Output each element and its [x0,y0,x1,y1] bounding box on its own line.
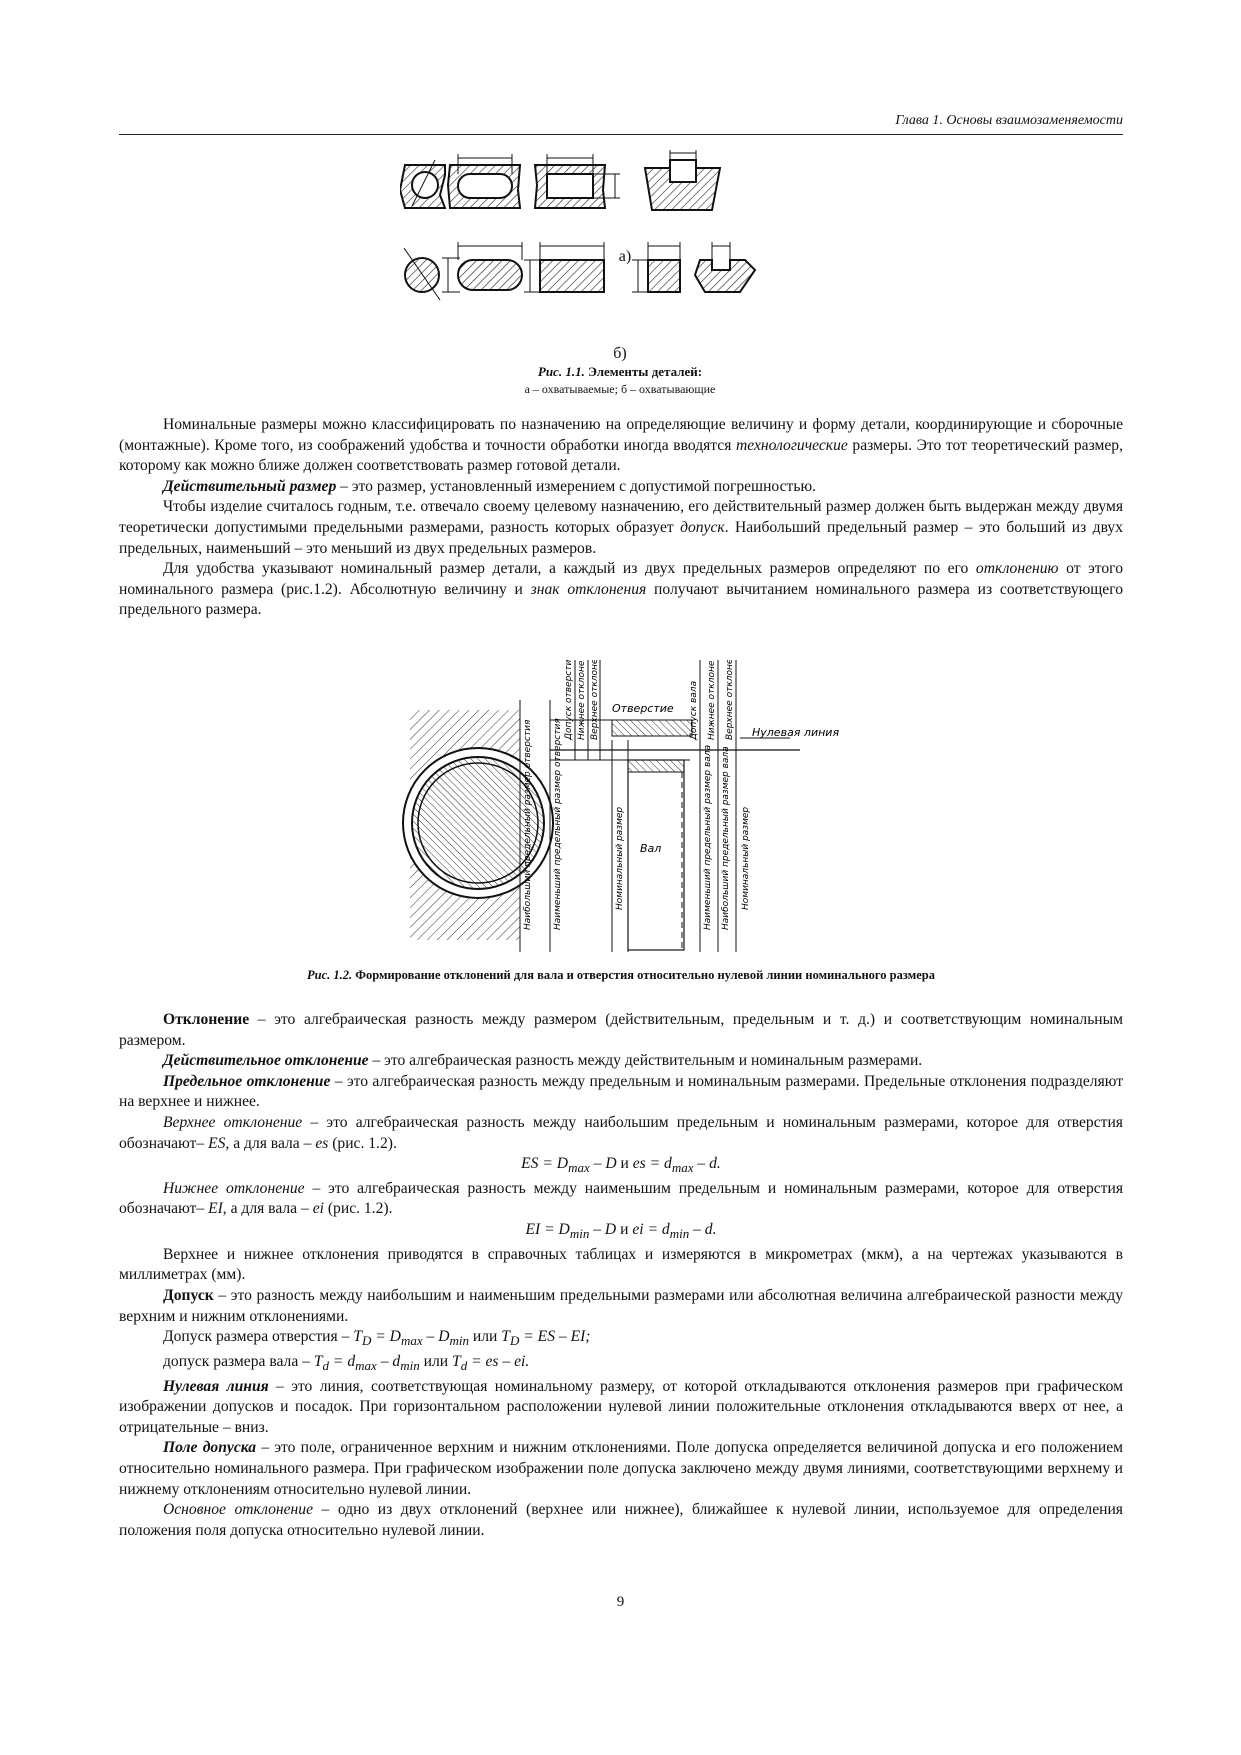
text-run: = D [371,1328,401,1346]
figure-1-1-sub-b: б) [613,345,627,362]
text-run: Допуск [163,1286,214,1304]
paragraph [119,1113,1123,1154]
text-run: Верхнее отклонение [163,1113,303,1131]
text-run: Верхнее и нижнее отклонения приводятся в справочных таблицах и измеряются в микрометрах (мкм), а на чертежах указываются в миллиметрах (мм). [119,1245,1123,1284]
text-run: Для удобства указывают номинальный размер детали, а каждый из двух предельных размеров определяют по его [163,560,976,578]
text-run: знак отклонения [530,580,647,598]
fig2-label-hole-upper-dev: Верхнее отклонение отверстия [590,660,600,740]
paragraph [119,1327,1123,1352]
fig2-label-shaft-upper-dev: Верхнее отклонение вала [725,660,735,740]
paragraph [119,1072,1123,1113]
fig2-label-hole: Отверстие [612,702,674,715]
fig2-label-hole-min: Наименьший предельный размер отверстия [553,718,563,930]
text-run: технологические [736,436,848,454]
figure-1-1 [400,150,840,400]
text-run: и [616,1221,633,1239]
running-title: Глава 1. Основы взаимозаменяемости [895,113,1123,128]
part-b3 [540,260,604,292]
text-run: EI [208,1200,223,1218]
running-header [119,110,1123,135]
text-run: – это поле, ограниченное верхним и нижним отклонениями. Поле допуска определяется величиной допуска и его положением относительно номинального размера. При графическом изображении поле допуска заключено между двумя линиями, соответствующими верхнему и нижнему отклонениям относительно нулевой линии. [119,1439,1123,1498]
text-run: Предельное отклонение [163,1072,331,1090]
paragraph [119,559,1123,621]
text-run: max [400,1333,423,1349]
text-run: Чтобы изделие считалось годным, т.е. отвечало своему целевому назначению, его действительный размер должен быть выдержан между двумя теоретически допустимыми предельными размерами, разность которых образует [119,498,1123,536]
text-run: – это линия, соответствующая номинальному размеру, от которой откладываются отклонения размеров при графическом изображении допусков и посадок. При горизонтальном расположении нулевой линии положительные отклонения откладываются вверх от нее, а отрицательные – вниз. [119,1377,1123,1436]
text-run: Нулевая линия [163,1377,269,1395]
figure-1-1-caption [400,364,840,380]
text-run: max [568,1160,590,1176]
text-run: T [313,1352,323,1370]
text-run: получают вычитанием номинального размера из соответствующего предельного размера. [119,580,1123,619]
fig2-label-nominal-left: Номинальный размер [615,806,625,910]
text-run: ES = D [521,1155,569,1173]
text-run: Действительное отклонение [163,1052,369,1070]
text-run: , а для вала – [222,1200,313,1218]
figure-1-2 [400,660,840,960]
fig2-label-hole-max: Наибольший предельный размер отверстия [523,719,533,930]
paragraph [119,477,1123,498]
text-run: = d [329,1352,356,1370]
text-run: или [468,1328,502,1346]
text-run: – d. [693,1155,721,1173]
text-run: min [569,1226,590,1242]
text-run: ES [208,1134,226,1152]
figure-1-1-caption-label: Рис. 1.1. [537,364,585,379]
fig2-label-zero-line: Нулевая линия [752,726,840,739]
text-run: Поле допуска [163,1439,257,1457]
paragraph [119,1154,1123,1179]
text-run: допуск [680,518,725,536]
fig2-label-nominal-right: Номинальный размер [741,806,751,910]
text-run: Номинальные размеры можно классифицировать по назначению на определяющие величину и форму детали, координирующие и сборочные (монтажные). Кроме того, из соображений удобства и точности обработки иногда вводятся [119,416,1123,454]
fig2-label-shaft-lower-dev: Нижнее отклонение вала [707,660,717,740]
text-run: Допуск размера отверстия – [163,1328,354,1346]
page-number: 9 [616,1594,625,1610]
text-run: Отклонение [163,1011,250,1028]
text-run: и [616,1155,633,1173]
paragraph [119,1245,1123,1286]
text-run: ei = d [632,1221,670,1239]
figure-1-1-sub-a: а) [618,248,632,265]
text-run: D [361,1333,372,1349]
paragraph [119,1377,1123,1439]
paragraph [119,1051,1123,1072]
text-run: . Наибольший предельный размер – это больший из двух предельных, наименьший – это меньший из двух предельных размеров. [119,518,1123,557]
text-run: – одно из двух отклонений (верхнее или нижнее), ближайшее к нулевой линии, используемое для определения положения поля допуска относительно нулевой линии. [119,1501,1123,1539]
part-b2 [458,260,522,290]
fig2-label-hole-lower-dev: Нижнее отклонение отверстия [577,660,587,740]
text-run: Основное отклонение [163,1501,314,1519]
text-run: d [322,1357,330,1373]
fig2-label-shaft-tolerance: Допуск вала [689,680,699,740]
text-run: – D [589,1221,617,1239]
text-run: min [449,1333,469,1349]
figure-1-2-caption [119,968,1123,983]
text-run: T [452,1352,461,1370]
text-run: min [669,1226,690,1242]
text-run: – D [589,1155,617,1173]
body-text-top [119,415,1123,621]
paragraph [119,1352,1123,1377]
text-run: размеры. Это тот теоретический размер, которому как можно ближе должен соответствовать размер готовой детали. [119,436,1124,475]
figure-1-1-caption-sub: а – охватываемые; б – охватывающие [524,382,716,396]
text-run: или [419,1352,452,1370]
text-run: max [671,1160,694,1176]
figure-1-2-drawing [400,660,840,960]
text-run: от этого номинального размера (рис.1.2). Абсолютную величину и [119,560,1123,598]
text-run: Нижнее отклонение [163,1179,305,1197]
text-run: es = d [632,1155,672,1173]
figure-1-2-caption-label: Рис. 1.2. [306,968,353,982]
paragraph [119,1010,1123,1051]
text-run: (рис. 1.2). [328,1134,397,1152]
text-run: – это алгебраическая разность между размером (действительным, предельным и т. д.) и соответствующим номинальным размером. [119,1011,1123,1049]
text-run: – это разность между наибольшим и наименьшим предельными размерами или абсолютная величина алгебраической разности между верхним и нижним отклонениями. [119,1286,1123,1325]
text-run: – это размер, установленный измерением с допустимой погрешностью. [336,477,816,495]
paragraph [119,1179,1123,1220]
fig2-label-hole-tolerance: Допуск отверстия [564,660,574,740]
paragraph [119,497,1123,559]
text-run: , а для вала – [225,1134,316,1152]
text-run: – d [376,1352,401,1370]
text-run: допуск размера вала – [163,1352,314,1370]
text-run: – это алгебраическая разность между наибольшим предельным и номинальным размерами, которое для отверстия обозначают– [119,1113,1123,1152]
fig2-label-shaft: Вал [640,842,662,855]
paragraph [119,1438,1123,1500]
part-b4 [648,260,680,292]
text-run: d [460,1357,468,1373]
paragraph [119,415,1123,477]
text-run: – D [422,1328,450,1346]
text-run: max [355,1357,377,1373]
text-run: = es – ei. [467,1352,530,1370]
fig2-label-shaft-min: Наименьший предельный размер вала [703,744,713,930]
text-run: (рис. 1.2). [323,1200,393,1218]
text-run: EI = D [525,1221,570,1239]
text-run: min [400,1357,420,1373]
text-run: T [353,1328,362,1346]
text-run: es [315,1134,329,1152]
part-b5 [695,260,755,292]
text-run: ei [312,1200,324,1218]
text-run: – это алгебраическая разность между предельным и номинальным размерами. Предельные отклонения подразделяют на верхнее и нижнее. [119,1072,1124,1111]
text-run: – это алгебраическая разность между наименьшим предельным и номинальным размерами, которое для отверстия обозначают– [119,1179,1123,1218]
text-run: T [501,1328,510,1346]
body-text-bottom [119,1010,1123,1541]
text-run: – это алгебраическая разность между действительным и номинальным размерами. [368,1052,923,1070]
text-run: Действительный размер [163,477,337,495]
paragraph [119,1220,1123,1245]
part-b1 [405,258,439,292]
fig2-label-shaft-max: Наибольший предельный размер вала [721,746,731,930]
text-run: D [509,1333,520,1349]
text-run: отклонению [975,560,1059,578]
text-run: – d. [689,1221,717,1239]
figure-1-1-caption-title: Элементы деталей: [588,364,703,379]
paragraph [119,1286,1123,1327]
paragraph [119,1500,1123,1541]
text-run: = ES – EI; [519,1328,591,1346]
figure-1-2-caption-title: Формирование отклонений для вала и отверстия относительно нулевой линии номинального размера [355,968,935,982]
